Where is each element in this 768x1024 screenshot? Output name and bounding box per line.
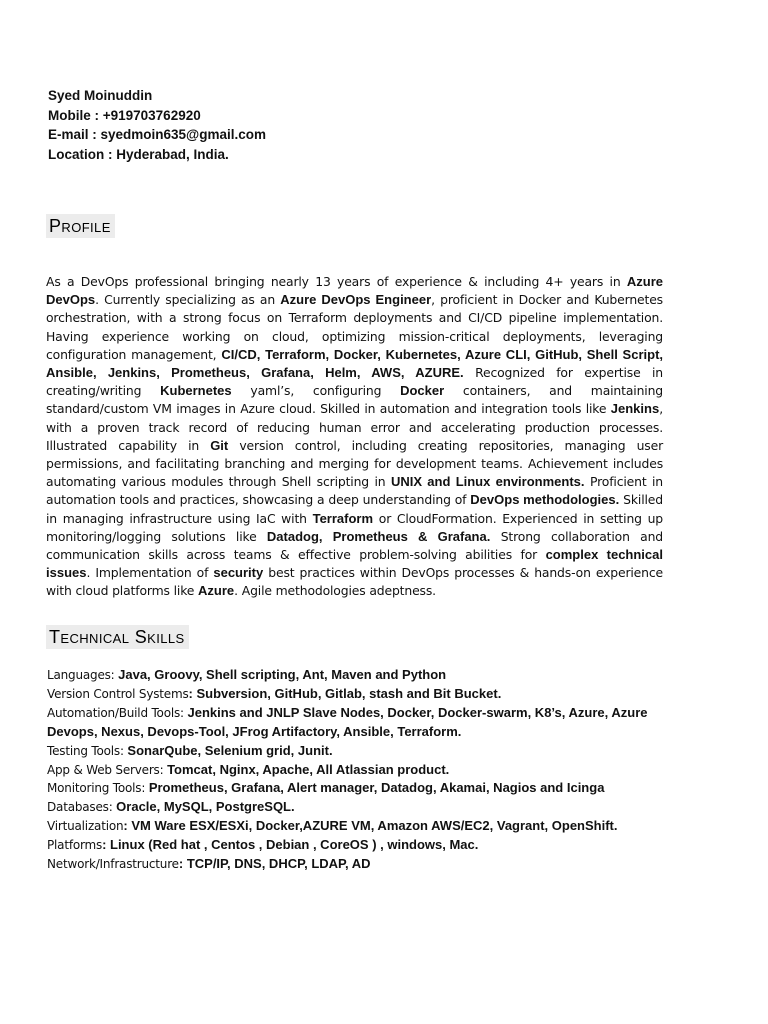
profile-text-run: Recognized for expertise in creating/writing [46, 365, 664, 399]
skill-values: Tomcat, Nginx, Apache, All Atlassian product. [167, 761, 450, 777]
profile-highlight: complex technical issues [46, 547, 663, 581]
skill-values: Oracle, MySQL, PostgreSQL. [116, 799, 295, 815]
profile-text-run: , proficient in Docker and Kubernetes orchestration, with a strong focus on Terraform deployments and CI/CD pipeline implementation. Having experience working on cloud, optimizing mission-critical deployments, leveraging configuration management, [46, 292, 663, 362]
profile-highlight: security [213, 565, 264, 581]
candidate-name: Syed Moinuddin [48, 88, 153, 103]
profile-highlight: Kubernetes [160, 383, 232, 399]
profile-text-run: . Implementation of [86, 565, 214, 581]
skill-values: : TCP/IP, DNS, DHCP, LDAP, AD [178, 856, 371, 872]
profile-highlight: UNIX and Linux environments. [390, 474, 585, 490]
skill-category-label: Languages: [47, 668, 119, 682]
technical-skills-heading: Technical Skills [46, 625, 189, 649]
skill-category-label: Platforms [47, 838, 103, 853]
profile-text-run: Proficient in automation tools and practices, showcasing a deep understanding of [46, 474, 663, 508]
location: Location : Hyderabad, India. [48, 146, 229, 162]
skill-row [47, 742, 667, 761]
profile-text-run: containers, and maintaining standard/custom VM images in Azure cloud. Skilled in automation and integration tools like [46, 383, 663, 417]
email-address: E-mail : syedmoin635@gmail.com [48, 127, 266, 142]
profile-highlight: DevOps methodologies. [470, 492, 620, 508]
profile-heading: Profile [46, 214, 115, 238]
profile-text-run: Strong collaboration and communication skills across teams & effective problem-solving abilities for [46, 528, 664, 563]
skill-row [47, 836, 667, 855]
profile-text-run: Skilled in managing infrastructure using IaC with [46, 492, 663, 526]
contact-block [48, 86, 266, 164]
skill-values: SonarQube, Selenium grid, Junit. [127, 742, 333, 758]
skill-category-label: Databases: [47, 800, 117, 815]
profile-text-run: As a DevOps professional bringing nearly 13 years of experience & including 4+ years in [46, 274, 627, 289]
profile-text-run: , with a proven track record of reducing human error and accelerating production processes. Illustrated capability in [46, 401, 663, 453]
skill-category-label: Automation/Build Tools: [47, 705, 188, 720]
profile-highlight: Azure [198, 583, 235, 599]
skill-values: : VM Ware ESX/ESXi, Docker,AZURE VM, Amazon AWS/EC2, Vagrant, OpenShift. [123, 818, 618, 834]
skill-row [47, 779, 667, 798]
profile-highlight: Azure DevOps [46, 274, 663, 308]
profile-highlight: Git [210, 437, 229, 453]
profile-highlight: Jenkins [610, 401, 660, 417]
skill-values: Jenkins and JNLP Slave Nodes, Docker, Docker-swarm, K8’s, Azure, Azure Devops, Nexus, Devops-Tool, JFrog Artifactory, Ansible, Terraform. [47, 704, 648, 739]
skill-row [47, 761, 667, 780]
profile-highlight: Datadog, Prometheus & Grafana. [266, 528, 491, 544]
skill-row [47, 855, 667, 874]
skill-values: Prometheus, Grafana, Alert manager, Datadog, Akamai, Nagios and Icinga [148, 780, 605, 796]
skill-category-label: Testing Tools: [47, 743, 128, 758]
skill-values: : Subversion, GitHub, Gitlab, stash and Bit Bucket. [188, 685, 502, 701]
skill-row [47, 817, 667, 836]
skill-category-label: Monitoring Tools: [47, 781, 149, 796]
skill-category-label: Network/Infrastructure [47, 857, 179, 872]
skill-row [47, 798, 667, 817]
skill-row [47, 685, 667, 704]
skill-values: : Linux (Red hat , Centos , Debian , CoreOS ) , windows, Mac. [102, 837, 479, 853]
mobile-number: Mobile : +919703762920 [48, 107, 201, 123]
profile-highlight: Docker [400, 383, 445, 399]
profile-paragraph [46, 273, 663, 601]
skill-values: Java, Groovy, Shell scripting, Ant, Maven and Python [118, 667, 447, 682]
profile-text-run: yaml’s, configuring [231, 383, 401, 399]
profile-text-run: best practices within DevOps processes & hands-on experience with cloud platforms like [46, 565, 663, 599]
technical-skills-list [47, 666, 667, 874]
profile-highlight: CI/CD, Terraform, Docker, Kubernetes, Azure CLI, GitHub, Shell Script, Ansible, Jenkins, Prometheus, Grafana, Helm, AWS, AZURE. [46, 346, 664, 381]
profile-text-run: . Agile methodologies adeptness. [234, 583, 436, 599]
skill-category-label: App & Web Servers: [47, 762, 168, 777]
skill-row [47, 666, 667, 685]
skill-category-label: Version Control Systems [47, 686, 189, 701]
profile-text-run: version control, including creating repositories, managing user permissions, and facilitating branching and merging for development teams. Achievement includes automating various modules through Shell scripting in [46, 437, 664, 490]
profile-highlight: Terraform [312, 510, 374, 526]
profile-highlight: Azure DevOps Engineer [280, 292, 432, 308]
skill-category-label: Virtualization [47, 819, 124, 834]
skill-row [47, 704, 667, 742]
profile-text-run: or CloudFormation. Experienced in setting up monitoring/logging solutions like [46, 510, 663, 544]
profile-text-run: . Currently specializing as an [95, 292, 281, 308]
